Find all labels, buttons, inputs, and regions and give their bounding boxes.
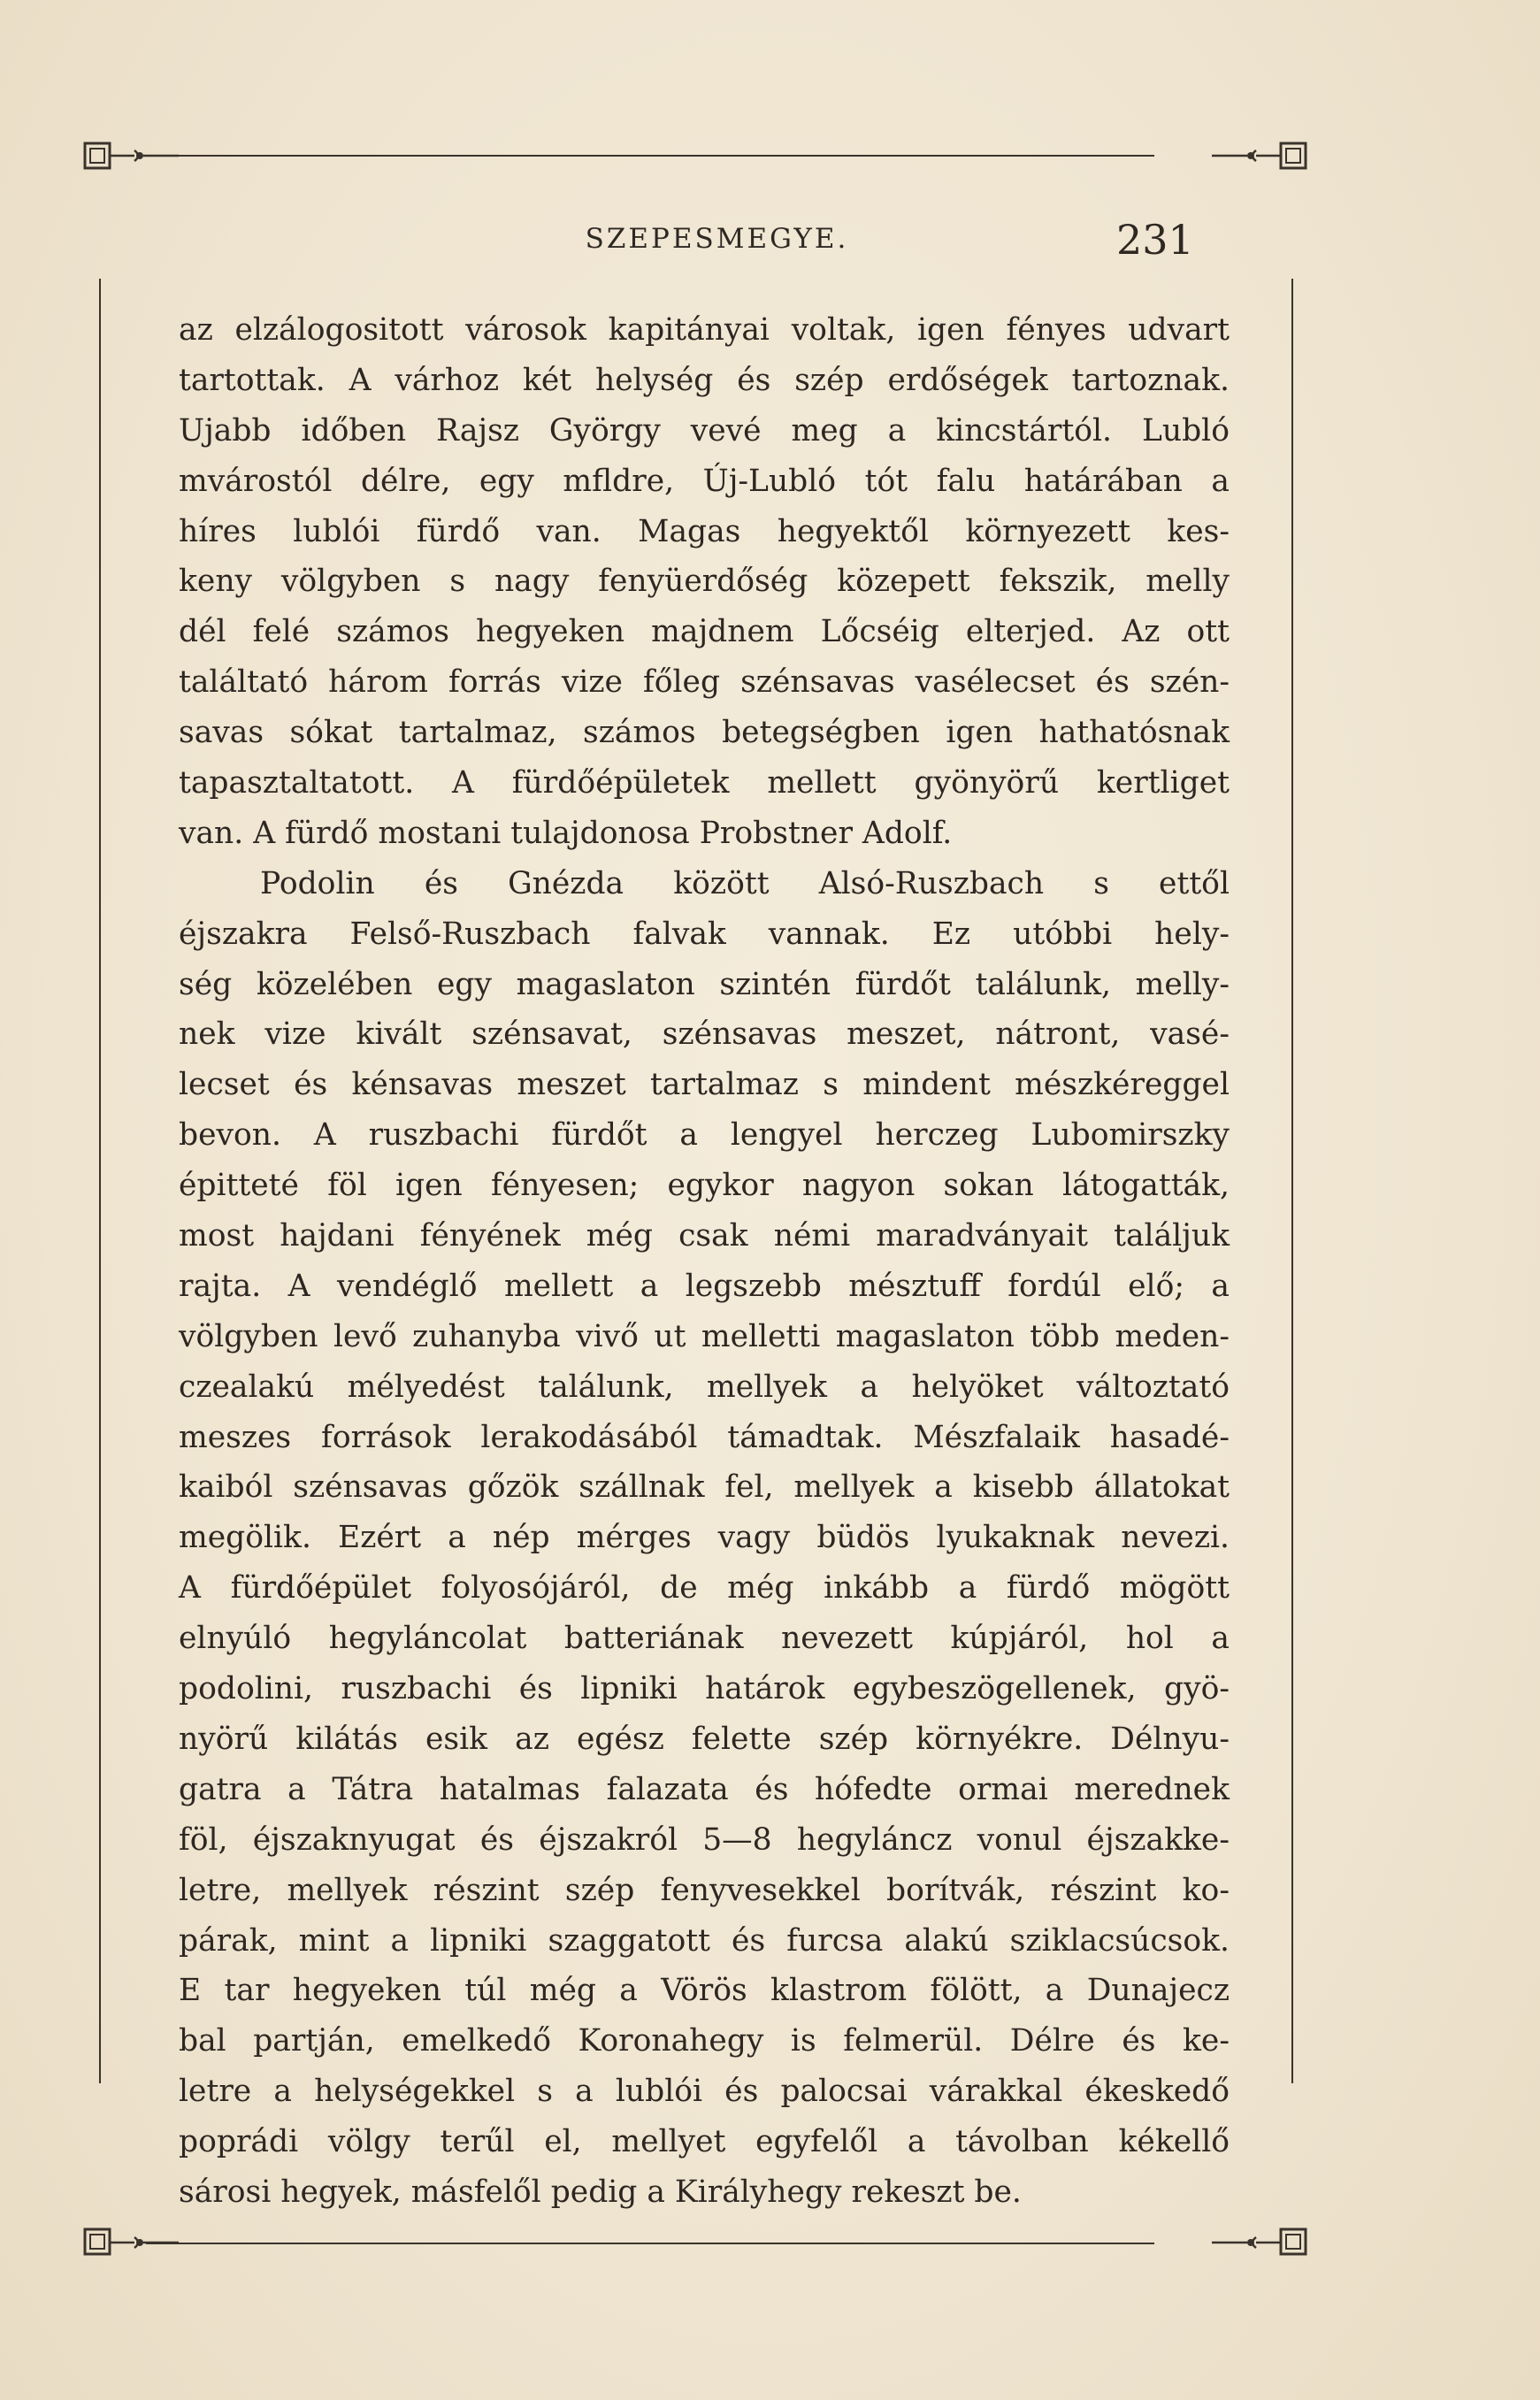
text-line: letre, mellyek részint szép fenyvesekkel borítvák, részint ko- — [179, 1872, 1230, 1908]
body-text — [179, 305, 1230, 2218]
text-line: párak, mint a lipniki szaggatott és furcsa alakú sziklacsúcsok. — [179, 1922, 1230, 1959]
text-line: most hajdani fényének még csak némi maradványait találjuk — [179, 1218, 1230, 1254]
text-line: savas sókat tartalmaz, számos betegségben igen hathatósnak — [179, 715, 1230, 751]
text-line: bevon. A ruszbachi fürdőt a lengyel herczeg Lubomirszky — [179, 1117, 1230, 1154]
text-line: van. A fürdő mostani tulajdonosa Probstner Adolf. — [179, 815, 953, 851]
frame-rule-top — [146, 155, 1154, 157]
text-line: föl, éjszaknyugat és éjszakról 5—8 hegyláncz vonul éjszakke- — [179, 1821, 1230, 1858]
text-line: bal partján, emelkedő Koronahegy is felmerül. Délre és ke- — [179, 2023, 1230, 2059]
text-line: podolini, ruszbachi és lipniki határok egybeszögellenek, gyö- — [179, 1671, 1230, 1707]
running-title: SZEPESMEGYE. — [585, 223, 849, 255]
text-line: völgyben levő zuhanyba vivő ut melletti magaslaton több meden- — [179, 1318, 1230, 1354]
text-line: Podolin és Gnézda között Alsó-Ruszbach s ettől — [260, 865, 1230, 901]
corner-ornament-bottom-right — [1212, 2212, 1309, 2273]
page-number: 231 — [1116, 216, 1194, 264]
frame-rule-right — [1291, 279, 1293, 2083]
text-line: az elzálogositott városok kapitányai voltak, igen fényes udvart — [179, 312, 1230, 348]
text-line: Ujabb időben Rajsz György vevé meg a kincstártól. Lubló — [179, 412, 1230, 449]
text-line: találtató három forrás vize főleg szénsavas vasélecset és szén- — [179, 664, 1230, 701]
text-line: kaiból szénsavas gőzök szállnak fel, mellyek a kisebb állatokat — [179, 1469, 1230, 1506]
text-line: poprádi völgy terűl el, mellyet egyfelől a távolban kékellő — [179, 2124, 1230, 2160]
text-line: ség közelében egy magaslaton szintén fürdőt találunk, melly- — [179, 966, 1230, 1002]
text-line: mvárostól délre, egy mfldre, Új-Lubló tót falu határában a — [179, 463, 1230, 499]
text-line: nyörű kilátás esik az egész felette szép környékre. Délnyu- — [179, 1721, 1230, 1757]
text-line: meszes források lerakodásából támadtak. Mészfalaik hasadé- — [179, 1419, 1230, 1455]
text-line: keny völgyben s nagy fenyüerdőség közepett fekszik, melly — [179, 564, 1230, 600]
text-line: tartottak. A várhoz két helység és szép erdőségek tartoznak. — [179, 362, 1230, 398]
text-line: nek vize kivált szénsavat, szénsavas meszet, nátront, vasé- — [179, 1016, 1230, 1053]
text-line: éjszakra Felső-Ruszbach falvak vannak. Ez utóbbi hely- — [179, 916, 1230, 952]
text-line: rajta. A vendéglő mellett a legszebb mésztuff fordúl elő; a — [179, 1268, 1230, 1304]
frame-rule-left — [99, 279, 101, 2083]
text-line: lecset és kénsavas meszet tartalmaz s mindent mészkéreggel — [179, 1067, 1230, 1103]
text-line: A fürdőépület folyosójáról, de még inkább a fürdő mögött — [179, 1570, 1230, 1606]
corner-ornament-top-right — [1212, 124, 1309, 186]
text-line: dél felé számos hegyeken majdnem Lőcséig elterjed. Az ott — [179, 614, 1230, 650]
text-line: letre a helységekkel s a lublói és palocsai várakkal ékeskedő — [179, 2074, 1230, 2110]
text-line: czealakú mélyedést találunk, mellyek a helyöket változtató — [179, 1369, 1230, 1405]
text-line: E tar hegyeken túl még a Vörös klastrom fölött, a Dunajecz — [179, 1973, 1230, 2009]
text-line: elnyúló hegyláncolat batteriának nevezett kúpjáról, hol a — [179, 1621, 1230, 1657]
text-line: gatra a Tátra hatalmas falazata és hófedte ormai merednek — [179, 1771, 1230, 1807]
text-line: épitteté föl igen fényesen; egykor nagyon sokan látogatták, — [179, 1168, 1230, 1204]
text-line: sárosi hegyek, másfelől pedig a Királyhegy rekeszt be. — [179, 2174, 1022, 2210]
text-line: megölik. Ezért a nép mérges vagy büdös lyukaknak nevezi. — [179, 1520, 1230, 1556]
text-line: tapasztaltatott. A fürdőépületek mellett gyönyörű kertliget — [179, 765, 1230, 801]
text-line: híres lublói fürdő van. Magas hegyektől környezett kes- — [179, 513, 1230, 549]
frame-rule-bottom — [146, 2243, 1154, 2244]
